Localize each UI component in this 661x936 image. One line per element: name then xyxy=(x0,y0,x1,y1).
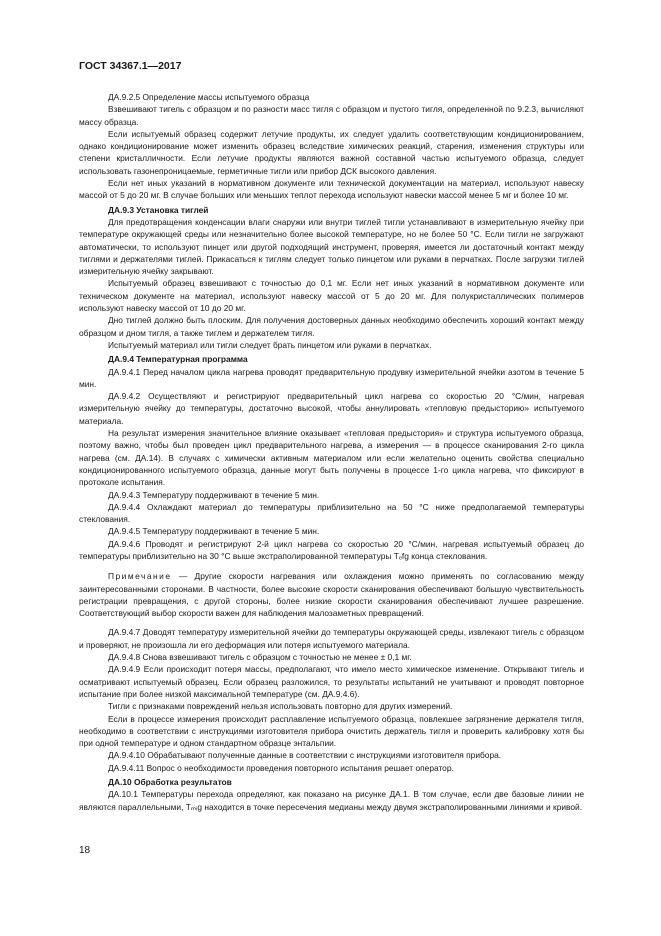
body-paragraph: Если в процессе измерения происходит расплавление испытуемого образца, повлекшее загрязнение держателя тигля, необходимо в соответствии с инструкциями изготовителя прибора очистить держатель тигля и проверить калибровку хотя бы при одной температуре и одном стандартном образце энтальпии. xyxy=(79,713,584,749)
body-paragraph: Испытуемый материал или тигли следует брать пинцетом или руками в перчатках. xyxy=(108,339,432,350)
body-paragraph: Для предотвращения конденсации влаги снаружи или внутри тиглей тигли устанавливают в измерительную ячейку при температуре окружающей среды или незначительно более высокой температуре, но не более 50 °С. Если тигли не загружают автоматически, то используют пинцет или другой подходящий инструмент, проверяя, имеется ли достаточный контакт между тиглями и держателями тиглей. Прикасаться к тиглям следует только пинцетом или руками в перчатках. После загрузки тиглей измерительную ячейку закрывают. xyxy=(79,216,584,277)
body-paragraph: ДА.9.4.1 Перед началом цикла нагрева проводят предварительную продувку измерительной ячейки азотом в течение 5 мин. xyxy=(79,366,584,389)
body-paragraph: Испытуемый образец взвешивают с точностью до 0,1 мг. Если нет иных указаний в нормативном документе или техническом документе на материал, используют навеску массой от 5 до 20 мг. Для полукристаллических полимеров используют навеску массой от 10 до 20 мг. xyxy=(79,278,584,314)
body-paragraph: ДА.10.1 Температуры перехода определяют, как показано на рисунке ДА.1. В том случае, если две базовые линии не являются параллельными, Tₘᵢg находится в точке пересечения медианы между двумя экстраполированными линиями и кривой. xyxy=(79,789,584,812)
body-paragraph: ДА.9.4.8 Снова взвешивают тигель с образцом с точностью не менее ± 0,1 мг. xyxy=(108,652,412,663)
note-label: Примечание xyxy=(108,571,172,582)
body-paragraph: ДА.9.4.3 Температуру поддерживают в течение 5 мин. xyxy=(108,489,320,500)
section-heading: ДА.10 Обработка результатов xyxy=(108,777,232,788)
document-body xyxy=(79,91,584,813)
page-number: 18 xyxy=(79,845,91,856)
body-paragraph: ДА.9.4.10 Обрабатывают полученные данные в соответствии с инструкциями изготовителя прибора. xyxy=(108,750,502,761)
body-paragraph: ДА.9.4.2 Осуществляют и регистрируют предварительный цикл нагрева со скоростью 20 °С/мин, нагревая измерительную ячейку до температуры, достаточно высокой, чтобы аннулировать «тепловую предысторию» испытуемого материала. xyxy=(79,391,584,426)
body-paragraph: Взвешивают тигель с образцом и по разности масс тигля с образцом и пустого тигля, определенной по 9.2.3, вычисляют массу образца. xyxy=(79,104,584,127)
section-heading: ДА.9.4 Температурная программа xyxy=(108,354,248,365)
section-heading: ДА.9.3 Установка тиглей xyxy=(108,204,209,215)
body-paragraph: Если испытуемый образец содержит летучие продукты, их следует удалить соответствующим кондиционированием, однако кондиционирование может изменить образец вследствие химических реакций, старения, изменения структуры или степени кристалличности. Если летучие продукты являются важной составной частью испытуемого образца, следует использовать газонепроницаемые, герметичные тигли или прибор ДСК высокого давления. xyxy=(79,128,584,176)
body-paragraph: Тигли с признаками повреждений нельзя использовать повторно для других измерений. xyxy=(108,701,453,712)
note-text: — Другие скорости нагревания или охлаждения можно применять по согласованию между заинтересованными сторонами. В частности, более высокие скорости сканирования обеспечивают большую чувствительность регистрации превращения, с другой стороны, более низкие скорости сканирования обеспечивают лучшее разрешение. Соответствующий выбор скорости важен для наблюдения малозаметных превращений. xyxy=(79,571,584,619)
body-paragraph: ДА.9.4.5 Температуру поддерживают в течение 5 мин. xyxy=(108,526,320,537)
body-paragraph: На результат измерения значительное влияние оказывает «тепловая предыстория» и структура испытуемого образца, поэтому важно, чтобы был проведен цикл предварительного нагрева, а измерения — в процессе сканирования 2-го цикла нагрева (см. ДА.14). В случаях с химически активным материалом или если желательно оценить свойства специально кондиционированного испытуемого образца, данные могут быть получены в процессе 1-го цикла нагрева, что фиксируют в протоколе испытания. xyxy=(79,428,584,488)
body-paragraph: ДА.9.4.7 Доводят температуру измерительной ячейки до температуры окружающей среды, извлекают тигель с образцом и проверяют, не произошла ли его деформация или потеря испытуемого материала. xyxy=(79,627,584,650)
body-paragraph: ДА.9.4.6 Проводят и регистрируют 2-й цикл нагрева со скоростью 20 °С/мин, нагревая испытуемый образец до температуры приблизительно на 30 °С выше экстраполированной температуры Tₑfg конца стеклования. xyxy=(79,538,584,561)
body-paragraph: Дно тиглей должно быть плоским. Для получения достоверных данных необходимо обеспечить хороший контакт между образцом и дном тигля, а также тиглем и держателем тигля. xyxy=(79,315,584,338)
body-paragraph: ДА.9.4.4 Охлаждают материал до температуры приблизительно на 50 °С ниже предполагаемой температуры стеклования. xyxy=(79,501,584,525)
body-paragraph: ДА.9.2.5 Определение массы испытуемого образца xyxy=(108,92,310,102)
document-header: ГОСТ 34367.1—2017 xyxy=(79,60,182,72)
note-paragraph xyxy=(79,570,584,619)
body-paragraph: ДА.9.4.11 Вопрос о необходимости проведения повторного испытания решает оператор. xyxy=(108,762,454,773)
body-paragraph: Если нет иных указаний в нормативном документе или технической документации на материал, используют навеску массой от 5 до 20 мг. В случае больших или меньших теплот перехода используют навески массой менее 5 мг и более 10 мг. xyxy=(79,178,584,201)
body-paragraph: ДА.9.4.9 Если происходит потеря массы, предполагают, что имело место химическое изменение. Открывают тигель и осматривают испытуемый образец. Если образец разложился, то результаты испытаний не учитывают и проводят повторное испытание при более низкой максимальной температуре (см. ДА.9.4.6). xyxy=(79,664,584,699)
